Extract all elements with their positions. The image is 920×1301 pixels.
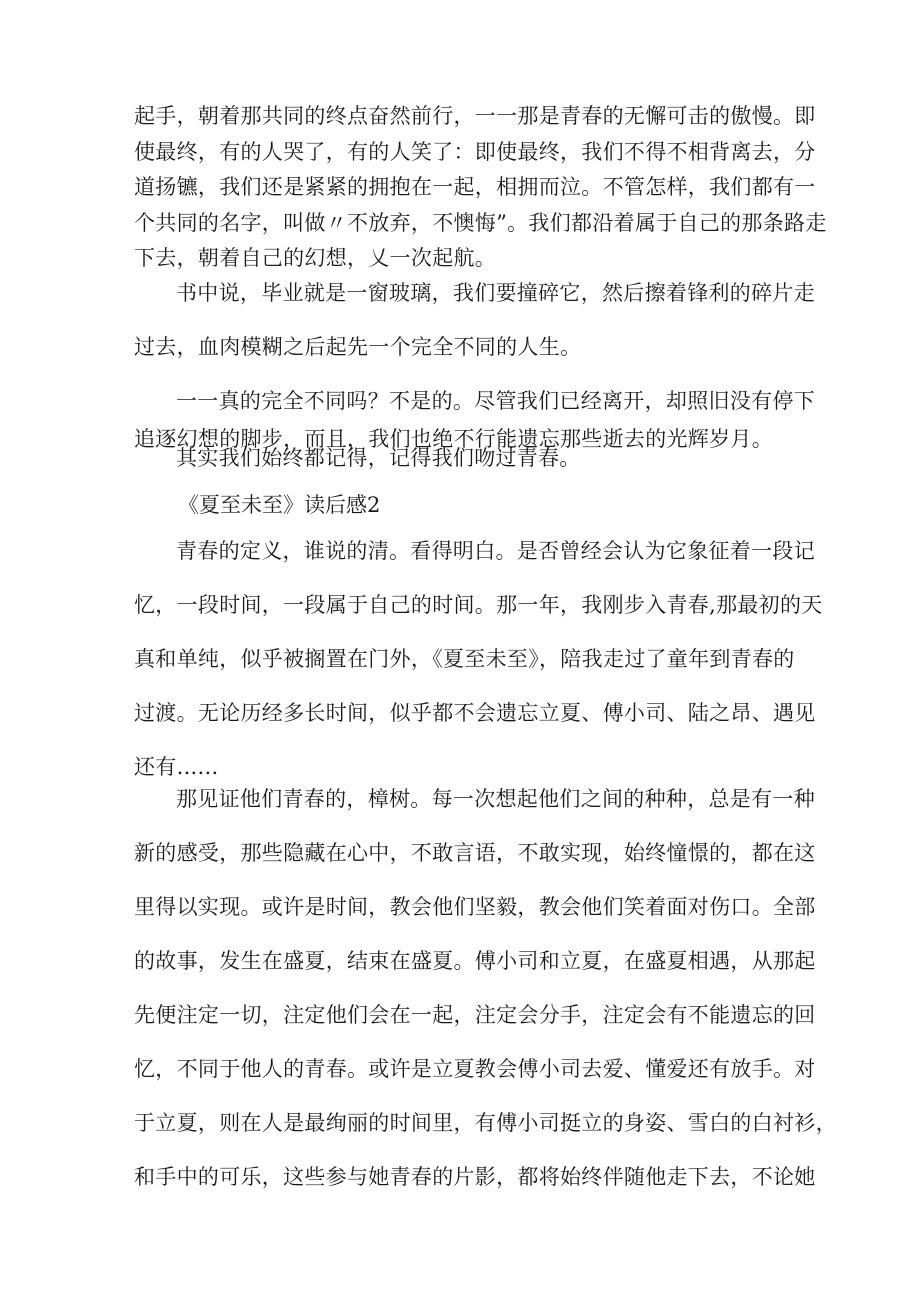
- text-line: 先便注定一切，注定他们会在一起，注定会分手，注定会有不能遗忘的回: [134, 1003, 816, 1027]
- paragraph-5: [134, 524, 823, 794]
- text-line: 和手中的可乐，这些参与她青春的片影，都将始终伴随他走下去，不论她: [134, 1165, 816, 1189]
- text-line: 真和单纯，似乎被搁置在门外，《夏至未至》，陪我走过了童年到青春的: [134, 647, 795, 671]
- text-line: 青春的定义，谁说的清。看得明白。是否曾经会认为它象征着一段记: [176, 539, 815, 563]
- text-line: 一一真的完全不同吗？不是的。尽管我们已经离开，却照旧没有停下: [176, 389, 815, 413]
- text-line: 过渡。无论历经多长时间，似乎都不会遗忘立夏、傅小司、陆之昂、遇见: [134, 701, 816, 725]
- text-line: 的故事，发生在盛夏，结束在盛夏。傅小司和立夏，在盛夏相遇，从那起: [134, 949, 816, 973]
- text-line: 个共同的名字，叫做〃不放弃，不懊悔”。我们都沿着属于自己的那条路走: [134, 210, 827, 235]
- text-line: 追逐幻想的脚步，而且，我们也绝不行能遗忘那些逝去的光辉岁月。: [134, 427, 773, 451]
- text-line: 忆，一段时间，一段属于自己的时间。那一年，我刚步入青春,那最初的天: [134, 593, 823, 617]
- text-line: 里得以实现。或许是时间，教会他们坚毅，教会他们笑着面对伤口。全部: [134, 895, 816, 919]
- text-line: 还有......: [134, 755, 219, 779]
- text-line: 下去，朝着自己的幻想，乂一次起航。: [134, 246, 497, 270]
- text-line: 于立夏，则在人是最绚丽的时间里，有傅小司挺立的身姿、雪白的白衬衫，: [134, 1111, 837, 1135]
- text-line: 新的感受，那些隐藏在心中，不敢言语，不敢实现，始终憧憬的，都在这: [134, 841, 816, 865]
- paragraph-1: [134, 99, 827, 277]
- paragraph-2: [134, 266, 815, 374]
- text-line: 使最终，有的人哭了，有的人笑了：即使最终，我们不得不相背离去，分: [134, 139, 816, 164]
- text-line: 那见证他们青春的，樟树。每一次想起他们之间的种种，总是有一种: [176, 787, 815, 811]
- section-heading: 《夏至未至》读后感2: [178, 493, 381, 517]
- text-line: 其实我们始终都记得，记得我们吻过青春。: [176, 446, 581, 470]
- paragraph-6: [134, 772, 837, 1204]
- paragraph-4: [134, 441, 794, 477]
- text-line: 道扬镳，我们还是紧紧的拥抱在一起，相拥而泣。不管怎样，我们都有一: [134, 175, 816, 199]
- text-line: 忆，不同于他人的青春。或许是立夏教会傅小司去爱、懂爱还有放手。对: [134, 1057, 816, 1081]
- text-line: 起手，朝着那共同的终点奋然前行，一一那是青春的无懈可击的傲慢。即: [134, 104, 816, 128]
- text-line: 过去，血肉模糊之后起先一个完全不同的人生。: [134, 335, 582, 359]
- text-line: 书中说，毕业就是一窗玻璃，我们要撞碎它，然后擦着锋利的碎片走: [176, 281, 815, 305]
